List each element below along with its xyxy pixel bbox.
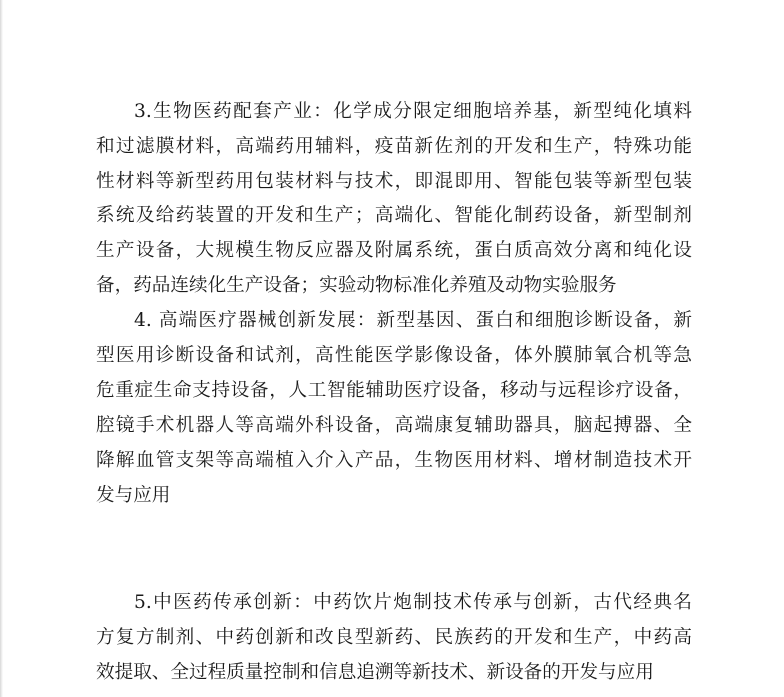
section-3-line: 系统及给药装置的开发和生产；高端化、智能化制药设备，新型制剂 bbox=[96, 205, 692, 226]
section-5-heading-line: 5.中医药传承创新：中药饮片炮制技术传承与创新，古代经典名 bbox=[134, 592, 692, 613]
section-4-heading-line: 4. 高端医疗器械创新发展：新型基因、蛋白和细胞诊断设备，新 bbox=[134, 310, 692, 331]
section-3-line: 备，药品连续化生产设备；实验动物标准化养殖及动物实验服务 bbox=[96, 275, 617, 296]
section-3-heading-line: 3.生物医药配套产业：化学成分限定细胞培养基，新型纯化填料 bbox=[134, 101, 692, 122]
section-4-line: 降解血管支架等高端植入介入产品，生物医用材料、增材制造技术开 bbox=[96, 450, 692, 471]
section-4-line: 危重症生命支持设备，人工智能辅助医疗设备，移动与远程诊疗设备， bbox=[96, 380, 692, 401]
page-edge bbox=[0, 0, 3, 697]
section-3-line: 生产设备，大规模生物反应器及附属系统，蛋白质高效分离和纯化设 bbox=[96, 240, 692, 261]
section-4-line: 腔镜手术机器人等高端外科设备，高端康复辅助器具，脑起搏器、全 bbox=[96, 415, 692, 436]
section-5-line: 方复方制剂、中药创新和改良型新药、民族药的开发和生产，中药高 bbox=[96, 627, 692, 648]
section-4-line: 型医用诊断设备和试剂，高性能医学影像设备，体外膜肺氧合机等急 bbox=[96, 345, 692, 366]
section-3-line: 和过滤膜材料，高端药用辅料，疫苗新佐剂的开发和生产，特殊功能 bbox=[96, 136, 692, 157]
section-3-line: 性材料等新型药用包装材料与技术，即混即用、智能包装等新型包装 bbox=[96, 171, 692, 192]
section-5-line: 效提取、全过程质量控制和信息追溯等新技术、新设备的开发与应用 bbox=[96, 662, 654, 683]
section-4-line: 发与应用 bbox=[96, 485, 171, 506]
